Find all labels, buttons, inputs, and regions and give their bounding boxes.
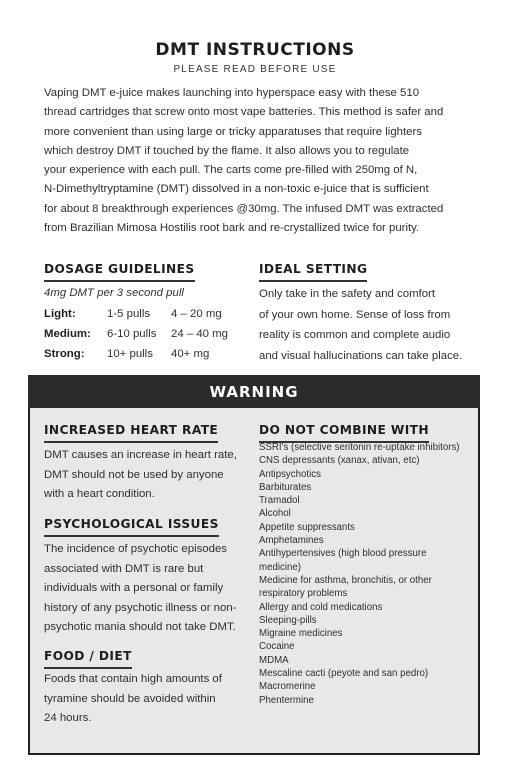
food-line: 24 hours. <box>44 712 92 724</box>
ideal-line: and visual hallucinations can take place. <box>259 349 463 362</box>
dosage-amount: 4 – 20 mg <box>171 308 222 320</box>
food-diet-text <box>44 670 254 729</box>
psychological-text <box>44 540 254 638</box>
dosage-pulls: 10+ pulls <box>107 348 153 360</box>
ideal-setting-heading: IDEAL SETTING <box>259 262 367 282</box>
intro-line: from Brazilian Mimosa Hostilis root bark and re-crystallized twice for purity. <box>44 222 420 235</box>
list-item: medicine) <box>259 561 301 573</box>
psych-line: psychotic mania should not take DMT. <box>44 621 236 633</box>
dosage-amount: 24 – 40 mg <box>171 328 228 340</box>
dosage-level: Medium: <box>44 328 91 340</box>
psych-line: history of any psychotic illness or non- <box>44 601 237 614</box>
intro-line: your experience with each pull. The carts come pre-filled with 250mg of N, <box>44 164 418 177</box>
psych-line: individuals with a personal or family <box>44 582 224 594</box>
list-item: Mescaline cacti (peyote and san pedro) <box>259 668 429 680</box>
dosage-subheading: 4mg DMT per 3 second pull <box>44 287 184 299</box>
list-item: Antihypertensives (high blood pressure <box>259 548 427 560</box>
list-item: Appetite suppressants <box>259 521 355 533</box>
list-item: CNS depressants (xanax, ativan, etc) <box>259 455 420 467</box>
list-item: Migraine medicines <box>259 628 343 640</box>
intro-line: thread cartridges that screw onto most vape batteries. This method is safer and <box>44 106 444 119</box>
do-not-combine-list <box>259 441 479 707</box>
dosage-row <box>42 304 228 324</box>
list-item: respiratory problems <box>259 588 348 600</box>
intro-line: for about 8 breakthrough experiences @30mg. The infused DMT was extracted <box>44 202 444 215</box>
psychological-heading: PSYCHOLOGICAL ISSUES <box>44 517 219 537</box>
list-item: Barbiturates <box>259 481 312 493</box>
list-item: Phentermine <box>259 694 314 706</box>
food-diet-heading: FOOD / DIET <box>44 649 132 669</box>
list-item: SSRI's (selective seritonin re-uptake inhibitors) <box>259 442 460 453</box>
dosage-pulls: 6-10 pulls <box>107 328 157 340</box>
list-item: Tramadol <box>259 495 300 507</box>
ideal-line: reality is common and complete audio <box>259 329 451 341</box>
intro-paragraph <box>44 84 474 238</box>
list-item: Cocaine <box>259 641 295 653</box>
intro-line: which destroy DMT if touched by the flame. It also allows you to regulate <box>44 144 410 157</box>
page-subtitle: PLEASE READ BEFORE USE <box>173 64 337 75</box>
list-item: Macromerine <box>259 681 316 693</box>
psych-line: The incidence of psychotic episodes <box>44 543 227 555</box>
list-item: Sleeping-pills <box>259 614 317 626</box>
heart-rate-heading: INCREASED HEART RATE <box>44 423 218 443</box>
heart-line: DMT causes an increase in heart rate, <box>44 449 237 461</box>
dosage-heading: DOSAGE GUIDELINES <box>44 262 195 282</box>
intro-line: Vaping DMT e-juice makes launching into hyperspace easy with these 510 <box>44 87 420 99</box>
list-item: Antipsychotics <box>259 468 321 480</box>
intro-line: more convenient than using large or tricky apparatuses that require lighters <box>44 125 422 138</box>
food-line: Foods that contain high amounts of <box>44 673 222 685</box>
psych-line: associated with DMT is rare but <box>44 562 204 575</box>
list-item: Allergy and cold medications <box>259 601 383 613</box>
dosage-level: Strong: <box>44 348 85 360</box>
intro-line: N-Dimethyltryptamine (DMT) dissolved in a non-toxic e-juice that is sufficient <box>44 183 429 196</box>
dosage-amount: 40+ mg <box>171 348 210 360</box>
heart-line: with a heart condition. <box>44 488 155 500</box>
heart-rate-text <box>44 446 254 505</box>
ideal-line: of your own home. Sense of loss from <box>259 308 451 321</box>
heart-line: DMT should not be used by anyone <box>44 468 224 481</box>
ideal-line: Only take in the safety and comfort <box>259 288 436 300</box>
warning-title: WARNING <box>209 383 299 401</box>
list-item: Medicine for asthma, bronchitis, or other <box>259 574 432 586</box>
list-item: Alcohol <box>259 508 291 520</box>
dosage-row <box>42 324 228 344</box>
dosage-row <box>42 344 228 364</box>
food-line: tyramine should be avoided within <box>44 692 216 705</box>
dosage-table <box>42 304 228 364</box>
list-item: Amphetamines <box>259 535 324 547</box>
dosage-level: Light: <box>44 308 76 320</box>
dosage-pulls: 1-5 pulls <box>107 308 151 320</box>
list-item: MDMA <box>259 654 289 666</box>
page-title: DMT INSTRUCTIONS <box>155 40 355 60</box>
ideal-setting-text <box>259 284 479 366</box>
do-not-combine-heading: DO NOT COMBINE WITH <box>259 423 429 443</box>
